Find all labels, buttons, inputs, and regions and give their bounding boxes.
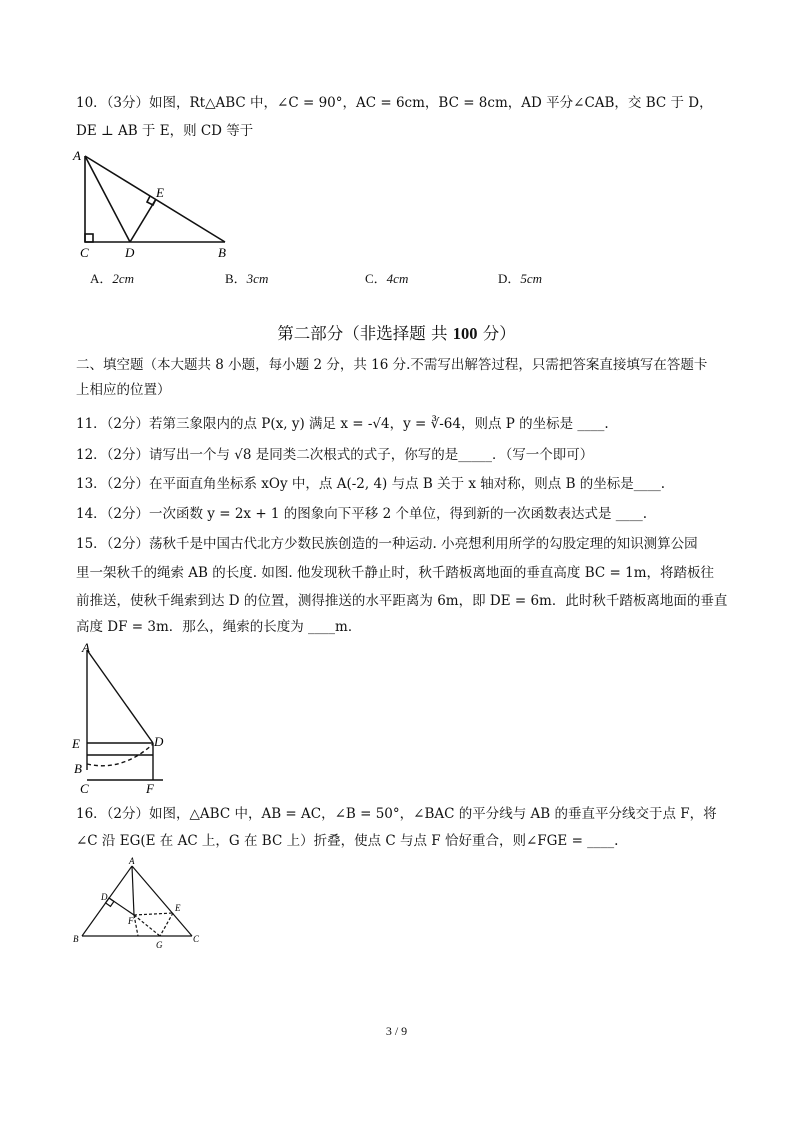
part2-title-prefix: 第二部分（非选择题 共 [277, 324, 448, 343]
q10-side-ab [85, 156, 225, 242]
q10-option-a-value: 2cm [112, 271, 135, 286]
q15-label-e: E [72, 736, 80, 751]
q16-line1: 16．（2分）如图，△ABC 中，AB = AC，∠B = 50°，∠BAC 的平分线与 AB 的垂直平分线交于点 F，将 [76, 806, 717, 822]
q16-bisector-af [132, 866, 134, 915]
q10-line2: DE ⊥ AB 于 E，则 CD 等于 [76, 123, 254, 139]
part2-title-suffix: 分） [482, 324, 516, 343]
q10-label-a: A [73, 148, 81, 163]
q16-label-g: G [156, 940, 163, 950]
part2-title-points: 100 [452, 324, 478, 343]
q16-segment-fg [134, 915, 160, 936]
q10-option-c-letter: C． [365, 271, 387, 286]
q10-option-b-letter: B． [225, 271, 247, 286]
q12-text: 12．（2分）请写出一个与 √8 是同类二次根式的式子，你写的是_____．（写一个即可） [76, 447, 594, 463]
q15-label-c: C [80, 781, 89, 796]
q16-label-f: F [128, 916, 134, 926]
q14-text: 14．（2分）一次函数 y = 2x + 1 的图象向下平移 2 个单位，得到新的一次函数表达式是 ____. [76, 506, 648, 522]
q10-option-d-letter: D． [498, 271, 521, 286]
section2-line1: 二、填空题（本大题共 8 小题，每小题 2 分，共 16 分.不需写出解答过程，只需把答案直接填写在答题卡 [76, 357, 708, 373]
q15-rope-ad [87, 650, 153, 743]
q10-option-c [365, 268, 408, 287]
q15-label-d: D [154, 734, 164, 749]
q16-segment-af-dash [134, 915, 138, 936]
q10-option-d [498, 268, 542, 287]
q15-line2: 里一架秋千的绳索 AB 的长度. 如图. 他发现秋千静止时，秋千踏板离地面的垂直高度 BC = 1m，将踏板往 [76, 565, 714, 581]
q16-fold-eg [160, 913, 173, 936]
q10-label-d: D [125, 245, 135, 260]
q16-side-ac [132, 866, 192, 936]
q15-label-f: F [146, 781, 154, 796]
q16-label-a: A [129, 856, 135, 866]
q15-figure [70, 640, 180, 798]
q16-label-b: B [73, 934, 79, 944]
q13-text: 13．（2分）在平面直角坐标系 xOy 中，点 A(-2, 4) 与点 B 关于 x 轴对称，则点 B 的坐标是____. [76, 476, 666, 492]
q10-segment-de [130, 199, 156, 242]
q10-option-a-letter: A． [90, 271, 113, 286]
q10-option-d-value: 5cm [520, 271, 543, 286]
q15-line3: 前推送，使秋千绳索到达 D 的位置，测得推送的水平距离为 6m，即 DE = 6m．此时秋千踏板离地面的垂直 [76, 593, 728, 609]
q10-option-b [225, 268, 268, 287]
q16-line2: ∠C 沿 EG(E 在 AC 上，G 在 BC 上）折叠，使点 C 与点 F 恰好重合，则∠FGE = ____. [76, 833, 619, 849]
q16-label-c: C [193, 934, 200, 944]
q10-option-b-value: 3cm [246, 271, 269, 286]
q11-text: 11．（2分）若第三象限内的点 P(x, y) 满足 x = -√4，y = ∛-64，则点 P 的坐标是 ____. [76, 416, 609, 432]
q16-label-d: D [101, 892, 108, 902]
q10-option-c-value: 4cm [386, 271, 409, 286]
q10-right-angle-c [85, 234, 93, 242]
q10-figure [70, 146, 245, 264]
q15-line1: 15．（2分）荡秋千是中国古代北方少数民族创造的一种运动. 小亮想利用所学的勾股定理的知识测算公园 [76, 536, 698, 552]
part2-title [0, 320, 793, 344]
q10-label-c: C [80, 245, 89, 260]
section2-line2: 上相应的位置） [76, 382, 171, 398]
q16-label-e: E [175, 903, 181, 913]
q10-option-a [90, 268, 134, 287]
page-number: 3 / 9 [385, 1024, 408, 1038]
q10-label-b: B [218, 245, 226, 260]
q15-label-a: A [82, 640, 90, 655]
q16-figure [70, 856, 205, 951]
q15-label-b: B [74, 761, 82, 776]
q10-line1: 10．（3分）如图，Rt△ABC 中，∠C = 90°，AC = 6cm，BC = 8cm，AD 平分∠CAB，交 BC 于 D， [76, 95, 713, 111]
q15-line4: 高度 DF = 3m．那么，绳索的长度为 ____m． [76, 619, 362, 635]
q10-label-e: E [156, 185, 164, 200]
q16-segment-fe [134, 913, 173, 915]
